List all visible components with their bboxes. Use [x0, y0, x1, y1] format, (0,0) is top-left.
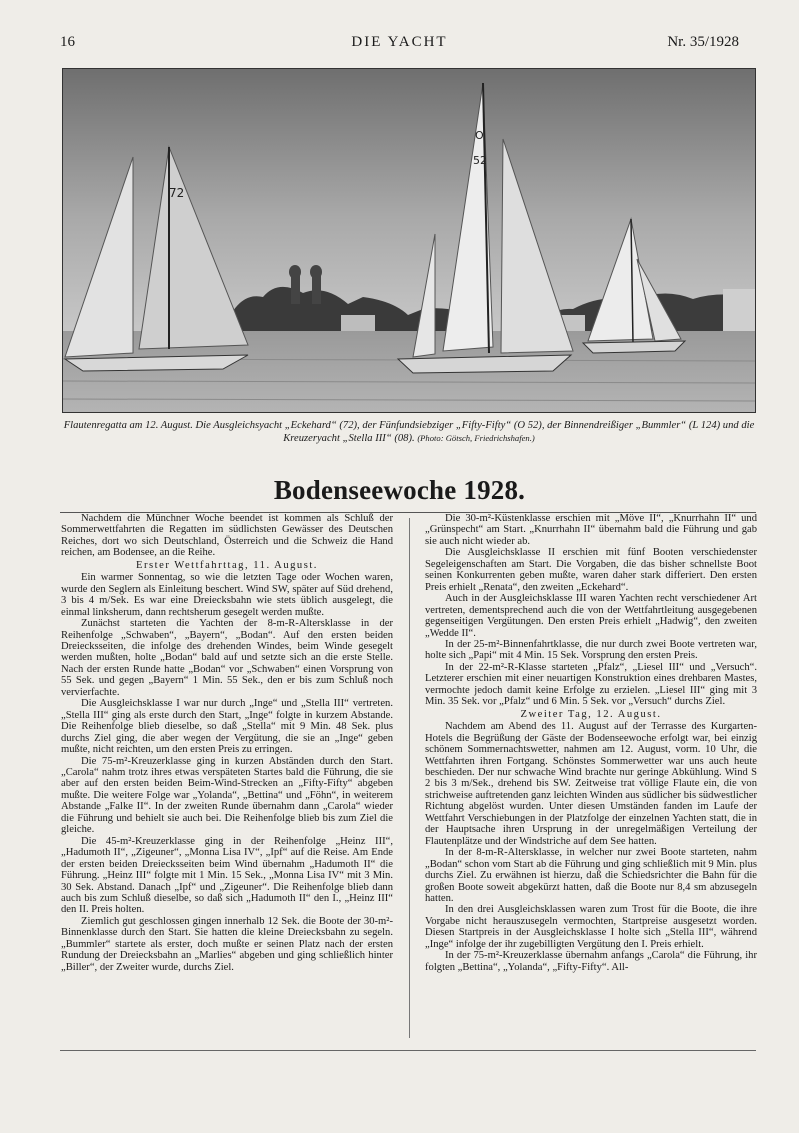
article-headline: Bodenseewoche 1928.	[273, 475, 526, 505]
svg-text:52: 52	[473, 154, 487, 167]
svg-text:72: 72	[169, 186, 185, 200]
article-paragraph: Die Ausgleichsklasse I war nur durch „Inge“ und „Stella III“ vertreten. „Stella III“ ging als erste durch den Start, „Inge“ folgte in kurzem Abstande. Die Reihenfolge blieb dieselbe, so daß „Stella“ mit 9 Min. 48 Sek. plus durchs Ziel ging, die aber wegen der Vergütung, die sie an „Inge“ geben mußte, nicht reichten, um den ersten Preis zu erringen.	[61, 698, 393, 756]
article-paragraph: Nachdem die Münchner Woche beendet ist kommen als Schluß der Sommerwettfahrten die Regatten im südlichsten Gewässer des Deutschen Reiches, dort wo sich Deutschland, Österreich und die Schweiz die Hand reichen, am Bodensee, an die Reihe.	[61, 513, 393, 559]
regatta-photo	[62, 68, 756, 413]
article-paragraph: In den drei Ausgleichsklassen waren zum Trost für die Boote, die ihre Vorgabe nicht herauszusegeln vermochten, Startpreise ausgesetzt worden. Diesen Startpreis in der Ausgleichsklasse I holte sich „Stella III“, während „Inge“ infolge der ihr zugebilligten Vergütung den I. Preis erhielt.	[425, 904, 757, 950]
photo-credit: (Photo: Götsch, Friedrichshafen.)	[417, 433, 535, 443]
article-paragraph: Ziemlich gut geschlossen gingen innerhalb 12 Sek. die Boote der 30-m²-Binnenklasse durch den Start. Sie hatten die kleine Dreiecksbahn zu segeln. „Bummler“ startete als erster, doch mußte er seinen Platz nach der ersten Rundung der Dreiecksbahn an „Marlies“ abgeben und ging schließlich hinter „Biller“, der Zweiter wurde, durchs Ziel.	[61, 915, 393, 973]
journal-title: DIE YACHT	[351, 34, 448, 50]
page-number: 16	[60, 34, 75, 50]
sailing-regatta-photo-icon	[63, 69, 755, 412]
svg-text:O: O	[475, 129, 484, 142]
article-paragraph: Die 30-m²-Küstenklasse erschien mit „Möve II“, „Knurrhahn II“ und „Grünspecht“ am Start. „Knurrhahn II“ übernahm bald die Führung und gab sie auch nicht wieder ab.	[425, 513, 757, 547]
article-paragraph: In der 22-m²-R-Klasse starteten „Pfalz“, „Liesel III“ und „Versuch“. Letzterer erschien mit einer neuartigen Konstruktion eines drehbaren Mastes, vermochte jedoch damit keine Erfolge zu erzielen. „Liesel III“ ging mit 3 Min. 35 Sek. vor „Pfalz“ und 6 Min. 5 Sek. vor „Versuch“ durchs Ziel.	[425, 661, 757, 708]
photo-caption	[62, 419, 756, 445]
column-divider	[409, 518, 410, 1038]
article-paragraph: In der 75-m²-Kreuzerklasse übernahm anfangs „Carola“ die Führung, ihr folgten „Bettina“, „Yolanda“, „Fifty-Fifty“. All-	[425, 950, 757, 973]
article-column-right	[425, 513, 757, 973]
article-paragraph: Ein warmer Sonnentag, so wie die letzten Tage oder Wochen waren, wurde den Seglern als Einleitung beschert. Wind SW, später auf Süd drehend, 3 bis 4 m/Sek. Es war eine Dreiecksbahn wie stets üblich ausgelegt, die einmal linksherum, dann rechtsherum gesegelt werden mußte.	[61, 572, 393, 618]
issue-number: Nr. 35/1928	[667, 34, 739, 50]
article-paragraph: In der 8-m-R-Altersklasse, in welcher nur zwei Boote starteten, nahm „Bodan“ schon vom Start ab die Führung und ging schließlich mit 9 Min. plus durchs Ziel. Zu erwähnen ist hierzu, daß die Schiedsrichter die Bahn für die großen Boote soweit abgekürzt hatten, daß die Boote nur 8,4 sm abzusegeln hatten.	[425, 847, 757, 904]
article-paragraph: Nachdem am Abend des 11. August auf der Terrasse des Kurgarten-Hotels die Begrüßung der Gäste der Bodenseewoche erfolgt war, bei einzig schönem Sommernachtswetter, nahmen am 12. August, vorm. 10 Uhr, die Wettfahrten ihren Fortgang. Schönstes Sommerwetter war uns auch heute beschieden. Der nur schwache Wind brachte nur geringe Abkühlung. Wind S 2 bis 3 m/Sek., drehend bis SW. Zeitweise trat völlige Flaute ein, die von strichweise auftretenden ganz leichten Winden aus südlicher bis südwestlicher Richtung abgelöst wurden. Unter diesen Umständen fanden im Laufe der Wettfahrt Verschiebungen in der Platzfolge der einzelnen Yachten statt, die in der Hauptsache ihren Ursprung in der unregelmäßigen Verteilung der Flautenplätze und der Windstriche auf dem See hatten.	[425, 721, 757, 847]
running-head	[60, 34, 739, 54]
article-column-left	[61, 513, 393, 973]
article-paragraph: Die Ausgleichsklasse II erschien mit fünf Booten verschiedenster Segeleigenschaften am Start. Die Vorgaben, die das bisher schnellste Boot seinen Konkurrenten geben mußte, waren daher stark differiert. Den ersten Preis erhielt „Renata“, den zweiten „Eckehard“.	[425, 547, 757, 593]
article-paragraph: Auch in der Ausgleichsklasse III waren Yachten recht verschiedener Art vertreten, dementsprechend auch die von der Wettfahrtleitung ausgegebenen gegenseitigen Vergütungen. Den ersten Preis erhielt „Hadwig“, den zweiten „Wedde II“.	[425, 593, 757, 639]
section-subheading: Zweiter Tag, 12. August.	[520, 708, 662, 720]
article-paragraph: Zunächst starteten die Yachten der 8-m-R-Altersklasse in der Reihenfolge „Schwaben“, „Bayern“, „Bodan“. Auf den ersten beiden Dreiecksseiten, die infolge des drehenden Windes, beim Winde gesegelt werden mußten, holte „Bodan“ bald auf und setzte sich an die erste Stelle. Nach der ersten Runde hatte „Bodan“ vor „Schwaben“ einen Vorsprung von 55 Sek. und gegen „Bayern“ 1 Min. 55 Sek., den er bis zum Schluß noch vervierfachte.	[61, 618, 393, 698]
bottom-rule	[60, 1050, 756, 1051]
caption-text: Flautenregatta am 12. August. Die Ausgleichsyacht „Eckehard“ (72), der Fünfundsiebziger „Fifty-Fifty“ (O 52), der Binnendreißiger „Bummler“ (L 124) und die Kreuzeryacht „Stella III“ (08).	[63, 420, 755, 444]
section-subheading: Erster Wettfahrttag, 11. August.	[136, 559, 318, 571]
article-paragraph: Die 75-m²-Kreuzerklasse ging in kurzen Abständen durch den Start. „Carola“ nahm trotz ihres etwas verspäteten Startes bald die Führung, die sie aber auf den ersten beiden Beim-Wind-Strecken an „Fifty-Fifty“ abgeben mußte. Die weitere Folge war „Yolanda“, „Bettina“ und „Föhn“, in weiterem Abstande „Falke II“. In der zweiten Runde übernahm dann „Carola“ wieder die Führung und behielt sie auch bei. Die Reihenfolge blieb bis zum Ziel die gleiche.	[61, 755, 393, 836]
article-paragraph: Die 45-m²-Kreuzerklasse ging in der Reihenfolge „Heinz III“, „Hadumoth II“, „Zigeuner“, „Monna Lisa IV“, „Ipf“ auf die Reise. Am Ende der ersten beiden Dreiecksseiten beim Wind übernahm „Hadumoth II“ die Führung. „Heinz III“ folgte mit 1 Min. 15 Sek., „Monna Lisa IV“ mit 3 Min. 30 Sek. Abstand. Danach „Ipf“ und „Zigeuner“. Die Reihenfolge blieb dann auch bis zum Schluß dieselbe, so daß sich „Hadumoth II“ den I., „Heinz III“ den II. Preis holten.	[61, 835, 393, 916]
article-paragraph: In der 25-m²-Binnenfahrtklasse, die nur durch zwei Boote vertreten war, holte sich „Papi“ mit 4 Min. 15 Sek. Vorsprung den ersten Preis.	[425, 638, 757, 662]
